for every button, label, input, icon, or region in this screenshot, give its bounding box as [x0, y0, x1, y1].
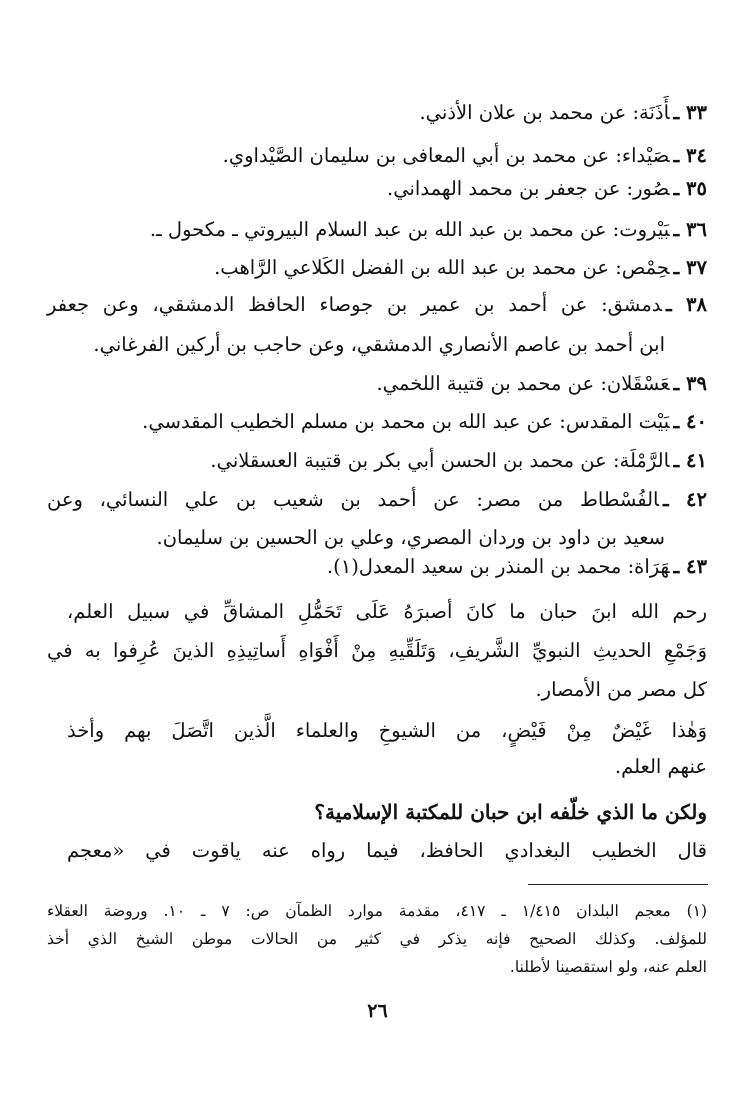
- entry-number: ٣٩ ـ: [673, 372, 707, 395]
- footnote-separator: [528, 884, 708, 885]
- section-heading: ولكن ما الذي خلّفه ابن حبان للمكتبة الإسلامية؟: [314, 800, 707, 824]
- entry-text: الفُسْطاط من مصر: عن أحمد بن شعيب بن علي النسائي، وعن: [47, 488, 659, 511]
- entry-33: [47, 98, 707, 128]
- entry-number: ٤٠ ـ: [673, 410, 707, 433]
- entry-41: [47, 446, 707, 476]
- entry-number: ٣٨ ـ: [666, 293, 707, 316]
- page-number: ٢٦: [367, 1000, 388, 1022]
- entry-38: [47, 290, 707, 320]
- paragraph-text: وَهٰذا غَيْضٌ مِنْ فَيْضٍ، من الشيوخِ والعلماء الَّذين اتَّصَلَ بهم وأخذ: [67, 719, 707, 742]
- entry-text: ابن أحمد بن عاصم الأنصاري الدمشقي، وعن حاجب بن أركين الفرغاني.: [93, 333, 665, 356]
- paragraph-text: وَجَمْعِ الحديثِ النبويِّ الشَّريفِ، وَتَلَقِّيهِ مِنْ أَفْوَاهِ أَساتِيذِهِ الذينَ عُرِفوا به في: [47, 639, 707, 662]
- entry-text: صَيْداء: عن محمد بن أبي المعافى بن سليمان الصَّيْداوي.: [222, 144, 670, 167]
- entry-number: ٣٧ ـ: [673, 256, 707, 279]
- entry-number: ٤١ ـ: [673, 449, 707, 472]
- entry-text: عَسْقَلان: عن محمد بن قتيبة اللخمي.: [376, 372, 670, 395]
- entry-37: [47, 253, 707, 283]
- paragraph-text: قال الخطيب البغدادي الحافظ، فيما رواه عنه ياقوت في «معجم: [67, 839, 707, 862]
- entry-43: [47, 552, 707, 582]
- entry-text: حِمْص: عن محمد بن عبد الله بن الفضل الكَلاعي الرَّاهب.: [214, 256, 670, 279]
- entry-text: الرَّمْلَة: عن محمد بن الحسن أبي بكر بن قتيبة العسقلاني.: [210, 449, 670, 472]
- entry-text: بَيْروت: عن محمد بن عبد الله بن عبد السلام البيروتي ـ مكحول ـ.: [149, 218, 670, 241]
- footnote-line-2: للمؤلف. وكذلك الصحيح فإنه يذكر في كثير من الحالات موطن الشيخ الذي أخذ: [47, 930, 707, 948]
- entry-text: دمشق: عن أحمد بن عمير بن جوصاء الحافظ الدمشقي، وعن جعفر: [47, 293, 663, 316]
- paragraph-1-line-3: [47, 675, 707, 705]
- entry-38-continued: [47, 330, 665, 360]
- entry-42-continued: [47, 523, 665, 553]
- entry-42: [47, 485, 707, 515]
- entry-text: هَرَاة: محمد بن المنذر بن سعيد المعدل(١).: [326, 555, 670, 578]
- entry-text: صُور: عن جعفر بن محمد الهمداني.: [387, 177, 670, 200]
- entry-text: أَذَنَة: عن محمد بن علان الأذني.: [419, 101, 670, 124]
- paragraph-text: كل مصر من الأمصار.: [535, 678, 707, 701]
- entry-36: [47, 215, 707, 245]
- entry-number: ٤٣ ـ: [673, 555, 707, 578]
- entry-number: ٣٣ ـ: [673, 101, 707, 124]
- entry-40: [47, 407, 707, 437]
- entry-text: بَيْت المقدس: عن عبد الله بن محمد بن مسلم الخطيب المقدسي.: [142, 410, 670, 433]
- footnote-line-3: العلم عنه، ولو استقصينا لأطلنا.: [509, 958, 707, 976]
- entry-number: ٣٤ ـ: [673, 144, 707, 167]
- paragraph-text: رحم الله ابنَ حبان ما كانَ أصبرَهُ عَلَى تَحَمُّلِ المشاقِّ في سبيل العلم،: [67, 600, 707, 623]
- entry-number: ٤٢ ـ: [663, 488, 707, 511]
- paragraph-1-line-1: [67, 597, 707, 627]
- entry-text: سعيد بن داود بن وردان المصري، وعلي بن الحسين بن سليمان.: [156, 526, 665, 549]
- paragraph-3-line-1: [67, 836, 707, 866]
- entry-number: ٣٥ ـ: [673, 177, 707, 200]
- paragraph-2-line-1: [67, 716, 707, 746]
- entry-number: ٣٦ ـ: [673, 218, 707, 241]
- entry-35: [47, 174, 707, 204]
- paragraph-1-line-2: [47, 636, 707, 666]
- paragraph-text: عنهم العلم.: [614, 755, 707, 778]
- paragraph-2-line-2: [47, 752, 707, 782]
- entry-34: [47, 141, 707, 171]
- footnote-line-1: (١) معجم البلدان ١/٤١٥ ـ ٤١٧، مقدمة موارد الظمآن ص: ٧ ـ ١٠. وروضة العقلاء: [47, 902, 708, 920]
- entry-39: [47, 369, 707, 399]
